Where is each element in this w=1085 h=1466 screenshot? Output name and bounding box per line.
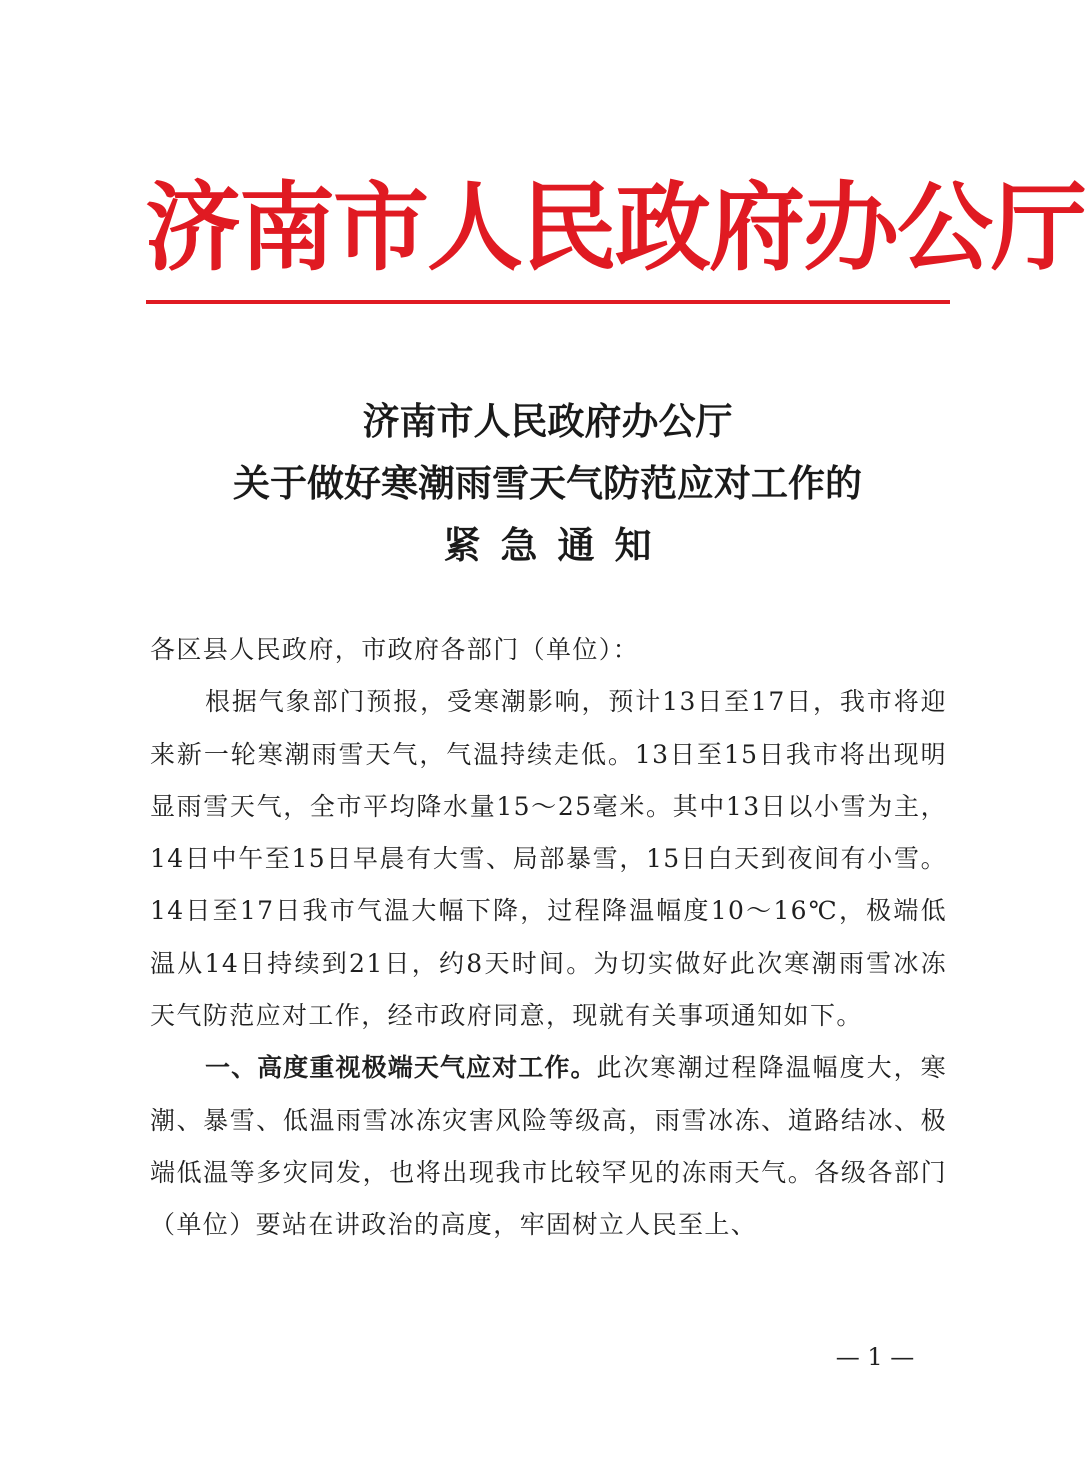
title-line-2: 关于做好寒潮雨雪天气防范应对工作的 [233,461,862,505]
section-heading-1: 一、高度重视极端天气应对工作。 [205,1053,597,1083]
salutation: 各区县人民政府，市政府各部门（单位）： [150,635,640,664]
page-number: — 1 — [835,1343,915,1371]
paragraph-1 [150,676,947,1042]
paragraph-1-text: 根据气象部门预报，受寒潮影响，预计13日至17日，我市将迎来新一轮寒潮雨雪天气，气温持续走低。13日至15日我市将出现明显雨雪天气，全市平均降水量15～25毫米。其中13日以小雪为主，14日中午至15日早晨有大雪、局部暴雪，15日白天到夜间有小雪。14日至17日我市气温大幅下降，过程降温幅度10～16℃，极端低温从14日持续到21日，约8天时间。为切实做好此次寒潮雨雪冰冻天气防范应对工作，经市政府同意，现就有关事项通知如下。 [150,687,947,1031]
masthead-red-rule [146,300,950,304]
document-body [150,624,947,1252]
paragraph-2 [150,1042,947,1251]
document-title [145,390,950,576]
red-masthead: 济南市人民政府办公厅 [145,171,1085,284]
title-line-1: 济南市人民政府办公厅 [362,399,733,443]
paragraph-2-text: 此次寒潮过程降温幅度大，寒潮、暴雪、低温雨雪冰冻灾害风险等级高，雨雪冰冻、道路结冰、极端低温等多灾同发，也将出现我市比较罕见的冻雨天气。各级各部门（单位）要站在讲政治的高度，牢固树立人民至上、 [150,1053,947,1240]
title-line-3: 紧急通知 [443,523,672,567]
